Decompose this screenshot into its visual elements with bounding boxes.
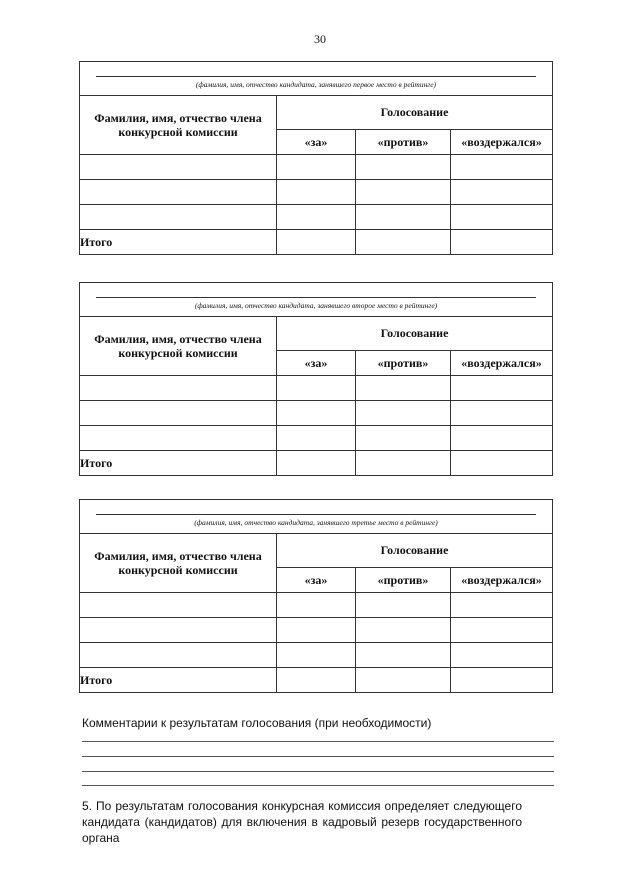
against-cell[interactable]	[356, 401, 451, 426]
candidate-caption: (фамилия, имя, отчество кандидата, занявшего второе место в рейтинге)	[194, 301, 438, 310]
table-row	[80, 155, 553, 180]
for-cell[interactable]	[277, 643, 356, 668]
total-row	[80, 230, 553, 255]
for-cell[interactable]	[277, 401, 356, 426]
against-cell[interactable]	[356, 205, 451, 230]
abstain-header: «воздержался»	[451, 130, 553, 155]
against-cell[interactable]	[356, 593, 451, 618]
total-abstain-cell[interactable]	[451, 451, 553, 476]
voting-table-first-place	[79, 61, 553, 255]
comment-line[interactable]	[82, 756, 554, 757]
paragraph-line: органа	[82, 831, 120, 845]
table-row	[80, 180, 553, 205]
member-name-header: Фамилия, имя, отчество члена конкурсной комиссии	[80, 317, 277, 376]
abstain-cell[interactable]	[451, 618, 553, 643]
against-header: «против»	[356, 351, 451, 376]
total-label: Итого	[80, 668, 277, 693]
total-abstain-cell[interactable]	[451, 668, 553, 693]
abstain-header: «воздержался»	[451, 351, 553, 376]
total-row	[80, 668, 553, 693]
for-cell[interactable]	[277, 180, 356, 205]
for-cell[interactable]	[277, 155, 356, 180]
against-cell[interactable]	[356, 155, 451, 180]
against-cell[interactable]	[356, 426, 451, 451]
member-name-cell[interactable]	[80, 618, 277, 643]
total-against-cell[interactable]	[356, 230, 451, 255]
member-name-cell[interactable]	[80, 401, 277, 426]
abstain-cell[interactable]	[451, 205, 553, 230]
table-row	[80, 618, 553, 643]
total-against-cell[interactable]	[356, 451, 451, 476]
abstain-cell[interactable]	[451, 643, 553, 668]
table-row	[80, 593, 553, 618]
paragraph-line: 5. По результатам голосования конкурсная комиссия определяет следующего	[82, 799, 522, 813]
comment-line[interactable]	[82, 785, 554, 786]
total-label: Итого	[80, 230, 277, 255]
voting-header: Голосование	[277, 96, 553, 130]
comment-line[interactable]	[82, 771, 554, 772]
total-label: Итого	[80, 451, 277, 476]
for-cell[interactable]	[277, 376, 356, 401]
voting-table-second-place	[79, 282, 553, 476]
for-cell[interactable]	[277, 426, 356, 451]
table-row	[80, 643, 553, 668]
voting-header: Голосование	[277, 534, 553, 568]
total-against-cell[interactable]	[356, 668, 451, 693]
total-row	[80, 451, 553, 476]
against-cell[interactable]	[356, 643, 451, 668]
voting-header: Голосование	[277, 317, 553, 351]
member-name-header: Фамилия, имя, отчество члена конкурсной комиссии	[80, 96, 277, 155]
table-row	[80, 426, 553, 451]
member-name-cell[interactable]	[80, 180, 277, 205]
total-for-cell[interactable]	[277, 668, 356, 693]
total-abstain-cell[interactable]	[451, 230, 553, 255]
abstain-cell[interactable]	[451, 401, 553, 426]
member-name-cell[interactable]	[80, 643, 277, 668]
abstain-cell[interactable]	[451, 155, 553, 180]
against-cell[interactable]	[356, 376, 451, 401]
total-for-cell[interactable]	[277, 230, 356, 255]
candidate-caption: (фамилия, имя, отчество кандидата, занявшего первое место в рейтинге)	[195, 80, 437, 89]
candidate-name-field[interactable]	[80, 283, 553, 317]
against-header: «против»	[356, 130, 451, 155]
member-name-cell[interactable]	[80, 426, 277, 451]
against-cell[interactable]	[356, 618, 451, 643]
comment-line[interactable]	[82, 741, 554, 742]
for-header: «за»	[277, 130, 356, 155]
table-row	[80, 376, 553, 401]
abstain-cell[interactable]	[451, 180, 553, 205]
candidate-name-field[interactable]	[80, 62, 553, 96]
against-header: «против»	[356, 568, 451, 593]
table-row	[80, 205, 553, 230]
member-name-cell[interactable]	[80, 155, 277, 180]
against-cell[interactable]	[356, 180, 451, 205]
voting-table-third-place	[79, 499, 553, 693]
candidate-caption: (фамилия, имя, отчество кандидата, занявшего третье место в рейтинге)	[194, 518, 438, 527]
for-cell[interactable]	[277, 593, 356, 618]
for-header: «за»	[277, 351, 356, 376]
for-cell[interactable]	[277, 618, 356, 643]
abstain-cell[interactable]	[451, 593, 553, 618]
paragraph-line: кандидата (кандидатов) для включения в кадровый резерв государственного	[82, 815, 522, 829]
abstain-cell[interactable]	[451, 426, 553, 451]
page-number: 30	[314, 32, 326, 46]
table-row	[80, 401, 553, 426]
abstain-header: «воздержался»	[451, 568, 553, 593]
comments-label: Комментарии к результатам голосования (при необходимости)	[82, 716, 432, 730]
member-name-cell[interactable]	[80, 593, 277, 618]
member-name-cell[interactable]	[80, 205, 277, 230]
abstain-cell[interactable]	[451, 376, 553, 401]
for-header: «за»	[277, 568, 356, 593]
member-name-cell[interactable]	[80, 376, 277, 401]
for-cell[interactable]	[277, 205, 356, 230]
candidate-name-field[interactable]	[80, 500, 553, 534]
section-5-paragraph	[82, 798, 522, 846]
member-name-header: Фамилия, имя, отчество члена конкурсной комиссии	[80, 534, 277, 593]
total-for-cell[interactable]	[277, 451, 356, 476]
